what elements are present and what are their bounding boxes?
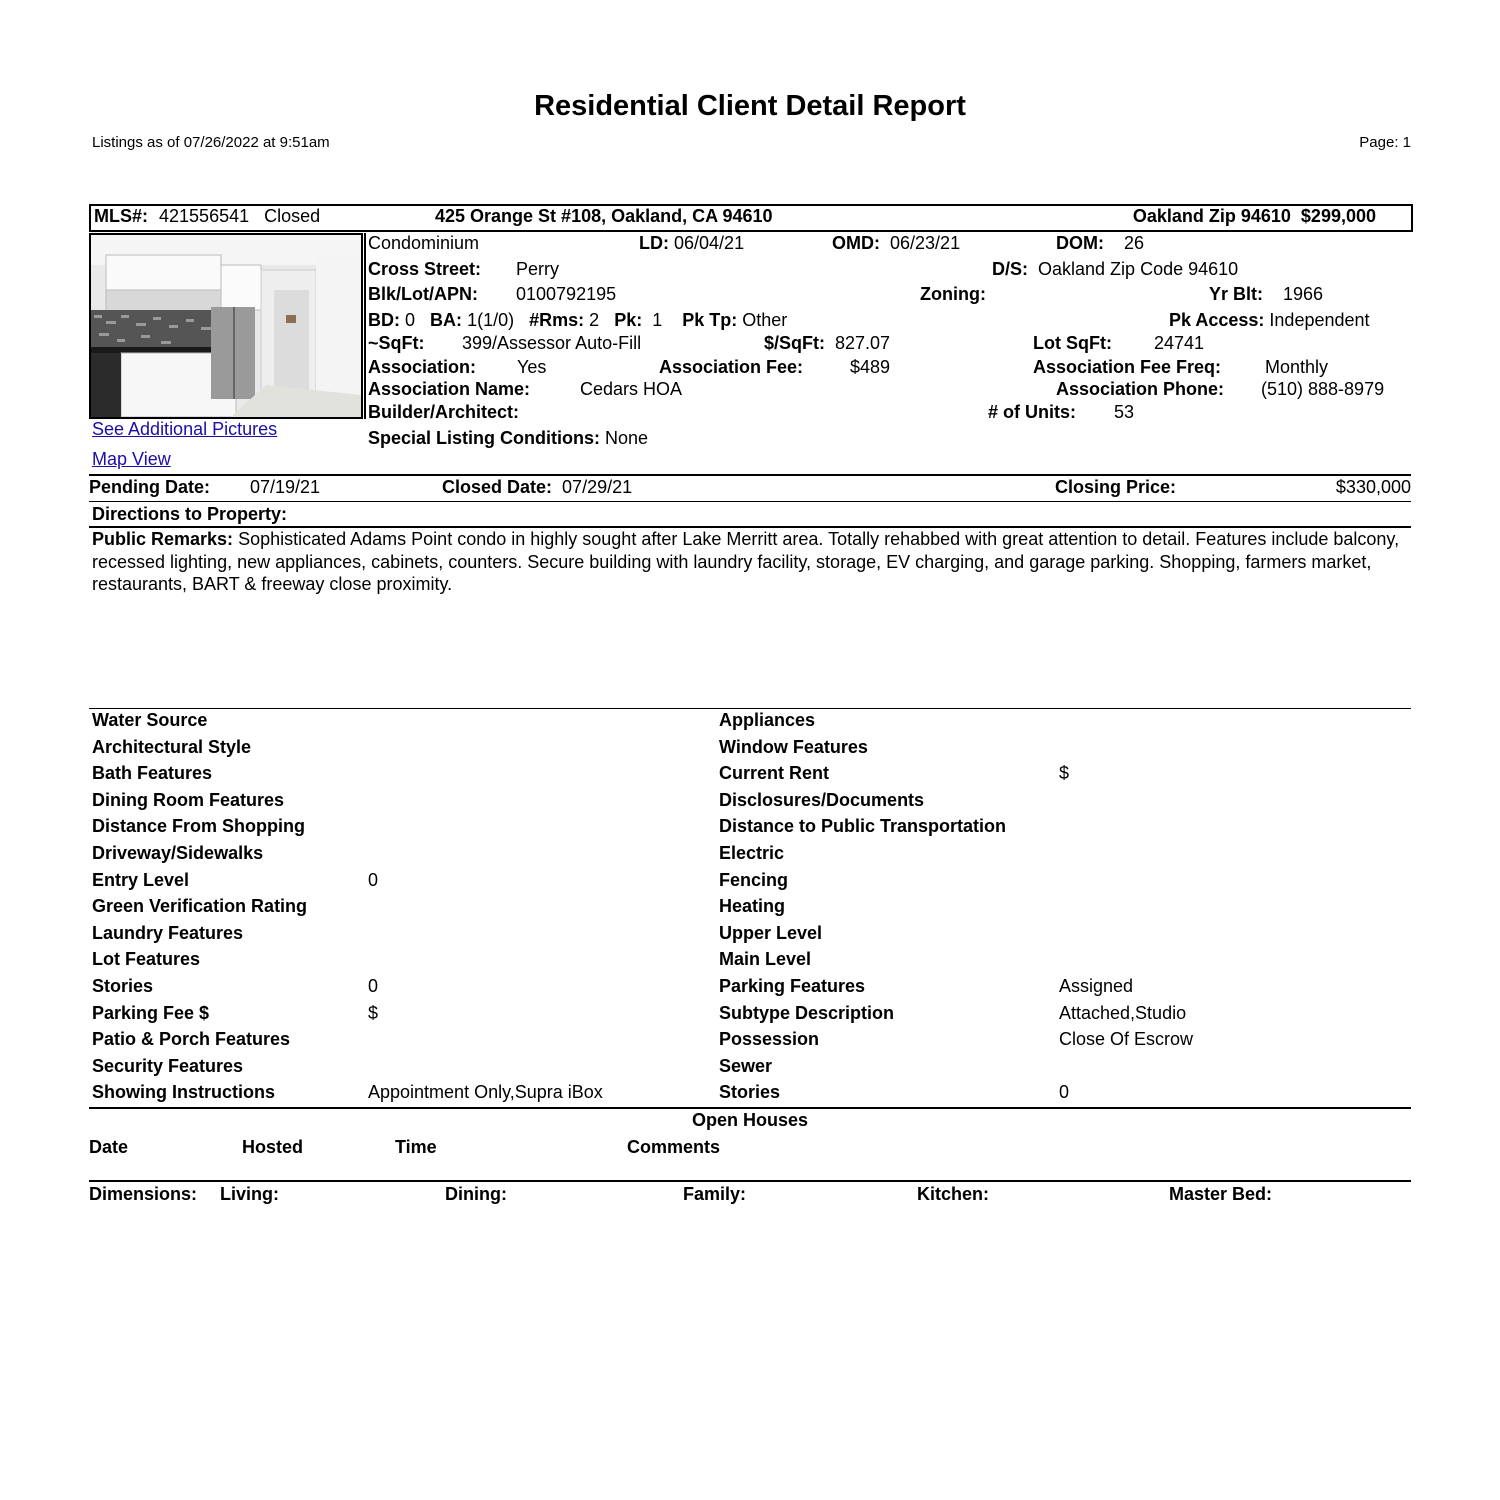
closed-date: Closed Date: 07/29/21	[442, 477, 633, 497]
feature-label: Laundry Features	[92, 922, 244, 943]
feature-label: Upper Level	[719, 922, 823, 943]
closing-price-label: Closing Price:	[1055, 477, 1177, 497]
number-of-units: # of Units: 53	[988, 402, 1135, 422]
report-title: Residential Client Detail Report	[534, 90, 966, 122]
square-feet: ~SqFt: 399/Assessor Auto-Fill	[368, 333, 642, 353]
mls-number	[94, 206, 320, 227]
feature-label: Driveway/Sidewalks	[92, 843, 264, 863]
days-on-market: DOM: 26	[1056, 233, 1145, 253]
feature-label: Distance to Public Transportation	[719, 816, 1007, 837]
blk-lot-apn: Blk/Lot/APN: 0100792195	[368, 284, 617, 304]
association: Association: Yes	[368, 357, 547, 377]
feature-value: $	[1059, 763, 1070, 784]
dimension-family: Family:	[683, 1184, 747, 1204]
area-price: Oakland Zip 94610 $299,000	[1132, 206, 1376, 226]
dimension-master-bed: Master Bed:	[1169, 1184, 1273, 1204]
cross-street: Cross Street: Perry	[368, 259, 560, 279]
feature-value: 0	[368, 976, 379, 996]
feature-label: Entry Level	[92, 869, 190, 890]
open-houses-col-time: Time	[395, 1137, 437, 1157]
feature-label: Architectural Style	[92, 736, 252, 757]
feature-label: Lot Features	[92, 949, 201, 970]
public-remarks-text: Sophisticated Adams Point condo in highly sought after Lake Merritt area. Totally rehabbed with great attention to detail. Features include balcony, recessed lighting, new appliances, cabinets, counters. Secure building with laundry facility, storage, EV charging, and garage parking. Shopping, farmers market, restaurants, BART & freeway close proximity.	[92, 529, 1400, 594]
feature-label: Parking Features	[719, 976, 866, 996]
directions-to-property: Directions to Property:	[92, 504, 288, 524]
feature-value: Attached,Studio	[1059, 1002, 1187, 1023]
off-market-date: OMD: 06/23/21	[832, 233, 961, 253]
feature-label: Patio & Porch Features	[92, 1029, 291, 1050]
feature-value: $	[368, 1002, 379, 1023]
parking-access: Pk Access: Independent	[1169, 310, 1370, 330]
public-remarks	[92, 528, 1402, 596]
builder-architect: Builder/Architect:	[368, 402, 520, 422]
listings-as-of: Listings as of 07/26/2022 at 9:51am	[92, 134, 330, 151]
feature-value: 0	[1059, 1082, 1070, 1103]
dimensions-divider	[89, 1180, 1411, 1182]
price-per-sqft: $/SqFt: 827.07	[764, 333, 891, 353]
pending-date: Pending Date: 07/19/21	[89, 477, 321, 497]
feature-value: Appointment Only,Supra iBox	[368, 1082, 603, 1103]
association-phone: Association Phone: (510) 888-8979	[1056, 379, 1385, 399]
feature-label: Stories	[92, 976, 154, 996]
feature-label: Stories	[719, 1082, 781, 1103]
feature-label: Heating	[719, 896, 786, 917]
association-fee-freq: Association Fee Freq: Monthly	[1033, 357, 1329, 377]
zoning: Zoning:	[920, 284, 986, 304]
property-type: Condominium	[368, 233, 480, 253]
open-houses-title: Open Houses	[691, 1110, 809, 1130]
ds-area: D/S: Oakland Zip Code 94610	[992, 259, 1239, 279]
feature-label: Water Source	[92, 710, 208, 730]
feature-label: Green Verification Rating	[92, 896, 308, 917]
features-top-divider	[89, 708, 1411, 709]
list-date: LD: 06/04/21	[639, 233, 745, 253]
open-houses-col-comments: Comments	[627, 1137, 721, 1157]
dimensions-label: Dimensions:	[89, 1184, 198, 1204]
dimension-kitchen: Kitchen:	[917, 1184, 989, 1204]
see-additional-pictures-link[interactable]: See Additional Pictures	[92, 419, 278, 439]
feature-label: Dining Room Features	[92, 789, 285, 810]
feature-label: Disclosures/Documents	[719, 789, 925, 810]
feature-label: Bath Features	[92, 763, 213, 784]
feature-label: Sewer	[719, 1055, 773, 1076]
association-fee: Association Fee: $489	[659, 357, 891, 377]
feature-label: Security Features	[92, 1055, 244, 1076]
special-listing-conditions: Special Listing Conditions: None	[368, 428, 649, 448]
feature-label: Distance From Shopping	[92, 816, 306, 837]
mls-value: 421556541	[159, 206, 250, 226]
closing-top-divider	[89, 474, 1411, 476]
closing-bottom-divider	[89, 501, 1411, 502]
feature-label: Current Rent	[719, 763, 830, 784]
kitchen-photo-icon	[91, 235, 361, 417]
feature-label: Appliances	[719, 710, 816, 730]
details-left-border	[364, 233, 366, 419]
bed-bath-rooms: BD: 0 BA: 1(1/0) #Rms: 2 Pk: 1 Pk Tp: Other	[368, 310, 788, 330]
map-view-link[interactable]: Map View	[92, 449, 171, 469]
feature-label: Parking Fee $	[92, 1002, 210, 1023]
listing-photo[interactable]	[89, 233, 363, 419]
feature-label: Window Features	[719, 736, 868, 757]
features-bottom-divider	[89, 1107, 1411, 1109]
public-remarks-label: Public Remarks:	[92, 529, 234, 549]
page-number: Page: 1	[1359, 134, 1411, 151]
feature-value: Assigned	[1059, 976, 1134, 996]
dimension-living: Living:	[220, 1184, 279, 1204]
association-name: Association Name: Cedars HOA	[368, 379, 683, 399]
closing-price: $330,000	[1335, 477, 1411, 497]
year-built: Yr Blt: 1966	[1209, 284, 1324, 304]
feature-label: Main Level	[719, 949, 812, 970]
feature-label: Subtype Description	[719, 1002, 895, 1023]
lot-sqft: Lot SqFt: 24741	[1033, 333, 1205, 353]
dimension-dining: Dining:	[445, 1184, 507, 1204]
open-houses-col-hosted: Hosted	[242, 1137, 304, 1157]
feature-label: Showing Instructions	[92, 1082, 275, 1103]
listing-status: Closed	[264, 206, 321, 226]
open-houses-col-date: Date	[89, 1137, 129, 1157]
feature-value: Close Of Escrow	[1059, 1029, 1194, 1050]
feature-label: Fencing	[719, 869, 789, 890]
listing-address: 425 Orange St #108, Oakland, CA 94610	[435, 206, 773, 226]
feature-label: Electric	[719, 843, 785, 863]
mls-label: MLS#:	[94, 206, 148, 226]
feature-value: 0	[368, 869, 379, 890]
feature-label: Possession	[719, 1029, 820, 1050]
